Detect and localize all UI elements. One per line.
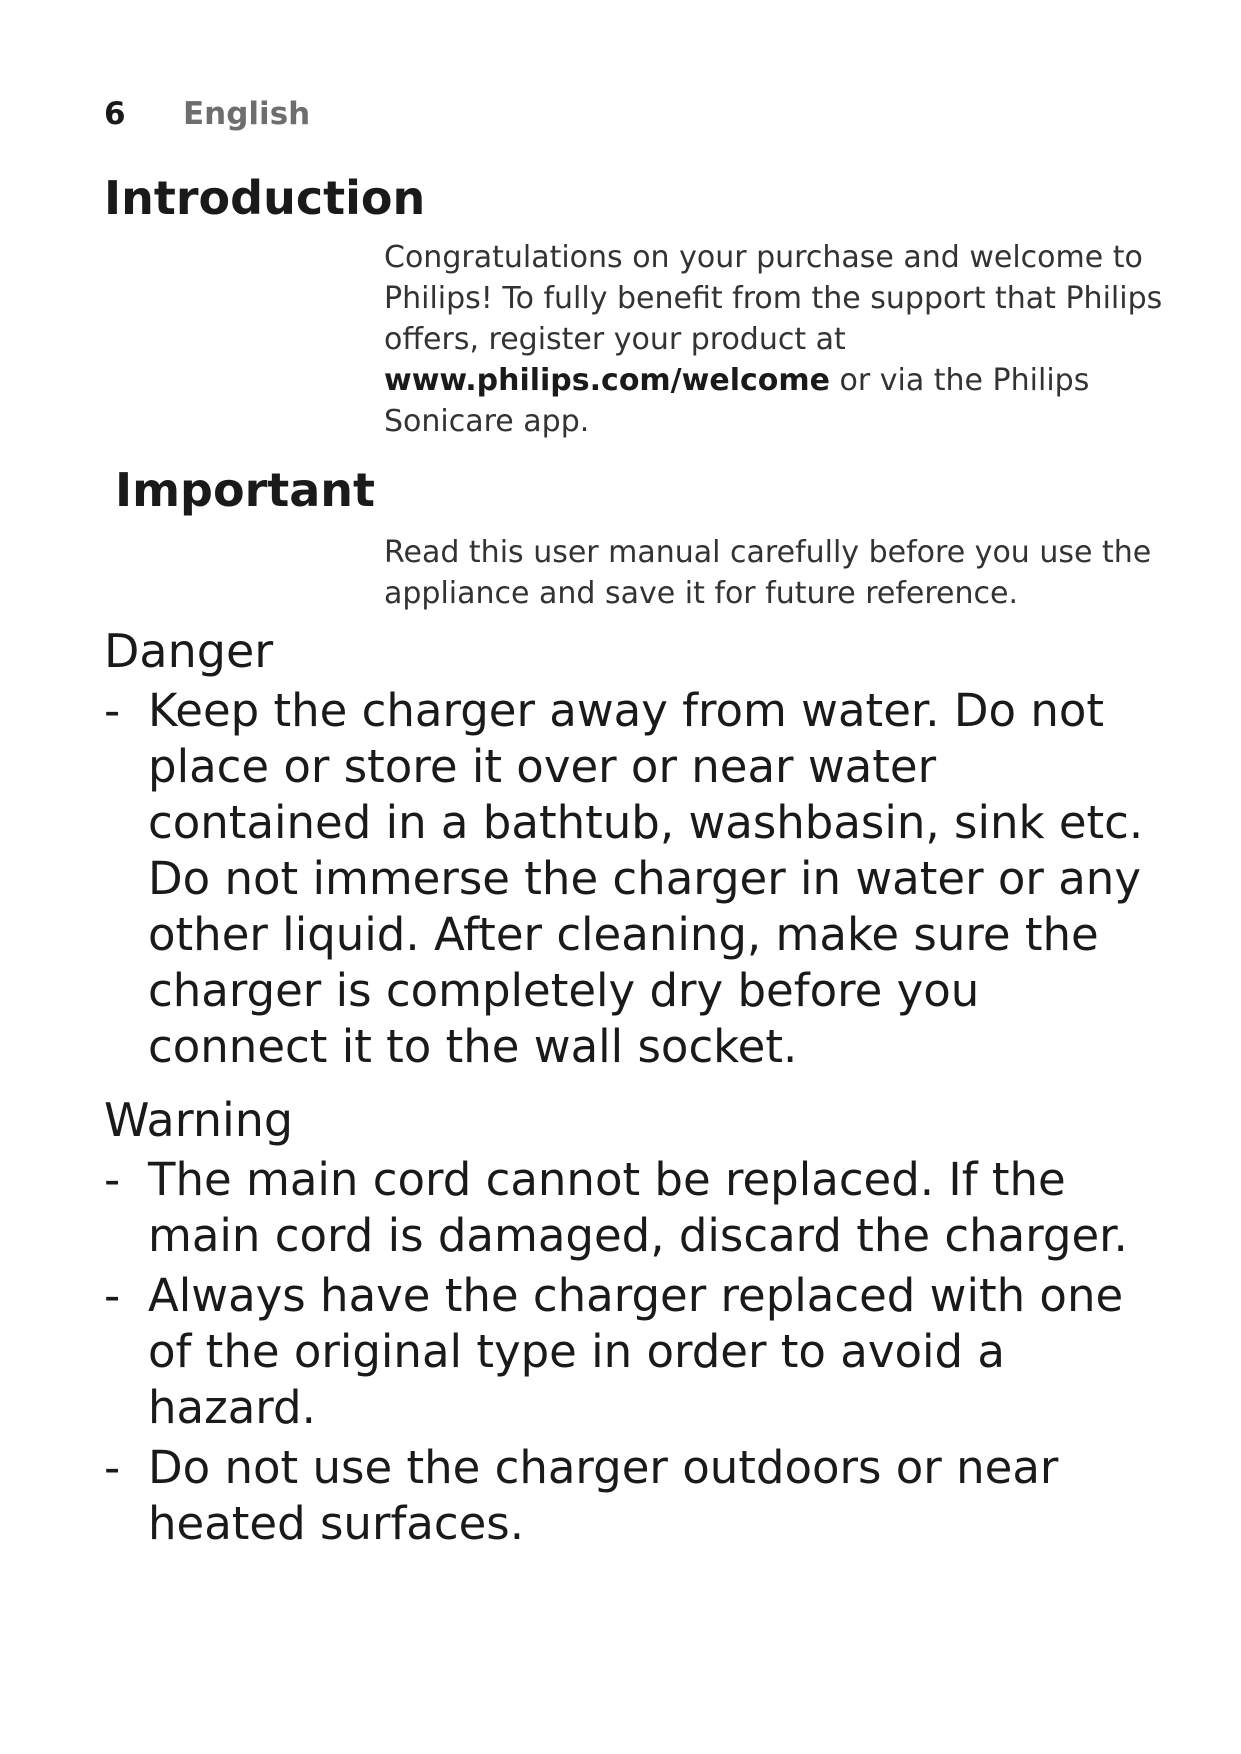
warning-item — [104, 1440, 1164, 1552]
warning-item — [104, 1152, 1164, 1264]
list-dash: - — [104, 1153, 121, 1206]
page-number: 6 — [104, 96, 126, 132]
warning-item-text: Always have the charger replaced with one of the original type in order to avoid a hazard. — [148, 1269, 1124, 1434]
important-heading: Important — [115, 463, 376, 517]
warning-list — [104, 1152, 1164, 1556]
danger-list — [104, 683, 1164, 1079]
list-dash: - — [104, 1441, 121, 1494]
warning-item-text: The main cord cannot be replaced. If the main cord is damaged, discard the charger. — [148, 1153, 1128, 1262]
danger-heading: Danger — [104, 624, 274, 678]
important-paragraph: Read this user manual carefully before you use the appliance and save it for future reference. — [384, 535, 1152, 611]
list-dash: - — [104, 1269, 121, 1322]
introduction-paragraph — [384, 237, 1164, 442]
registration-url: www.philips.com/welcome — [384, 363, 830, 398]
warning-item-text: Do not use the charger outdoors or near heated surfaces. — [148, 1441, 1059, 1550]
page-language: English — [183, 96, 311, 132]
danger-item-text: Keep the charger away from water. Do not place or store it over or near water contained in a bathtub, washbasin, sink etc. Do not immerse the charger in water or any other liquid. After cleaning, make sure the charger is completely dry before you connect it to the wall socket. — [148, 684, 1144, 1073]
list-dash: - — [104, 684, 121, 737]
introduction-heading: Introduction — [104, 171, 426, 225]
danger-item — [104, 683, 1164, 1075]
warning-item — [104, 1268, 1164, 1436]
introduction-text: Congratulations on your purchase and welcome to Philips! To fully benefit from the support that Philips offers, register your product at — [384, 240, 1163, 357]
introduction-text-end: or via the Philips Sonicare app. — [384, 363, 1090, 439]
warning-heading: Warning — [104, 1093, 294, 1147]
